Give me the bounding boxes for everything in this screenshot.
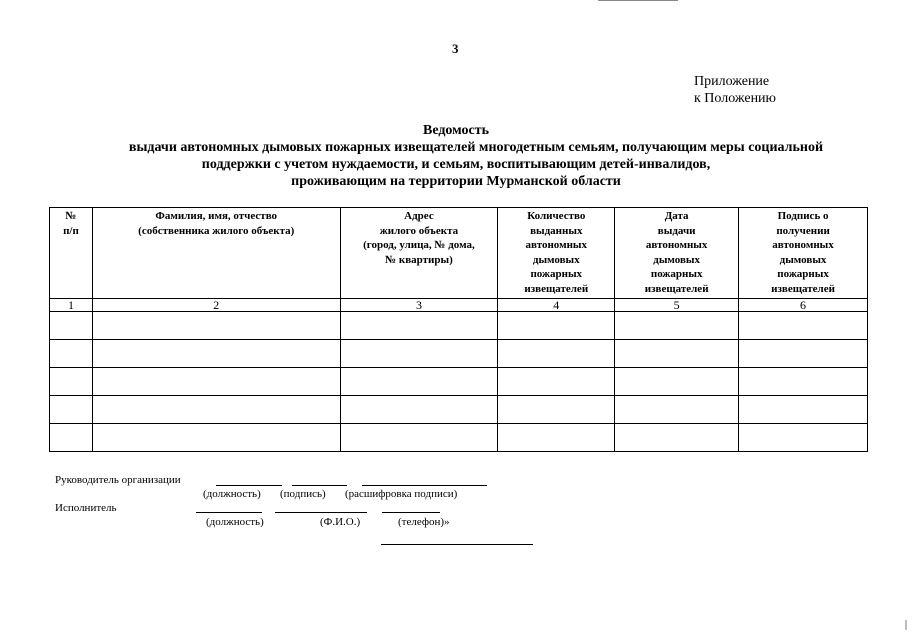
table-cell (340, 340, 498, 368)
appendix-caption (694, 73, 776, 107)
table-cell (739, 312, 868, 340)
executor-name-line (275, 512, 367, 513)
table-cell (340, 424, 498, 452)
table-cell (498, 340, 615, 368)
table-cell (92, 368, 340, 396)
header-col-6: Подпись о получении автономных дымовых пожарных извещателей (739, 208, 868, 299)
title-line-3: проживающим на территории Мурманской области (291, 174, 621, 189)
table-cell (498, 368, 615, 396)
document-title (0, 122, 912, 190)
table-cell (50, 312, 93, 340)
column-number-row (50, 299, 868, 312)
column-number: 5 (615, 299, 739, 312)
closing-line (381, 544, 533, 545)
executor-phone-line (382, 512, 440, 513)
table-row (50, 340, 868, 368)
register-table (49, 207, 868, 452)
page-number: 3 (452, 41, 459, 56)
executor-label: Исполнитель (55, 502, 117, 514)
head-signature-line (292, 485, 347, 486)
table-cell (615, 396, 739, 424)
header-col-4: Количество выданных автономных дымовых пожарных извещателей (498, 208, 615, 299)
head-position-line (216, 485, 282, 486)
table-cell (739, 396, 868, 424)
table-cell (92, 396, 340, 424)
executor-name-caption: (Ф.И.О.) (320, 516, 361, 528)
header-col-2: Фамилия, имя, отчество (собственника жилого объекта) (92, 208, 340, 299)
table-cell (50, 424, 93, 452)
column-number: 2 (92, 299, 340, 312)
table-row (50, 312, 868, 340)
header-col-5: Дата выдачи автономных дымовых пожарных извещателей (615, 208, 739, 299)
table-cell (739, 368, 868, 396)
table-cell (498, 396, 615, 424)
executor-position-caption: (должность) (206, 516, 264, 528)
column-number: 4 (498, 299, 615, 312)
table-cell (92, 424, 340, 452)
table-cell (615, 368, 739, 396)
head-decoding-caption: (расшифровка подписи) (345, 488, 458, 500)
table-cell (340, 396, 498, 424)
table-cell (50, 340, 93, 368)
top-edge-line (598, 0, 678, 1)
table-row (50, 396, 868, 424)
title-line-2: поддержки с учетом нуждаемости, и семьям, воспитывающим детей-инвалидов, (201, 157, 711, 172)
table-cell (92, 340, 340, 368)
table-cell (50, 396, 93, 424)
table-cell (739, 340, 868, 368)
executor-phone-caption: (телефон)» (398, 516, 450, 528)
header-col-1: № п/п (50, 208, 93, 299)
title-line-1: выдачи автономных дымовых пожарных извещателей многодетным семьям, получающим меры социальной (128, 140, 824, 155)
table-cell (498, 424, 615, 452)
appendix-line-1: Приложение (694, 74, 770, 89)
table-cell (340, 368, 498, 396)
table-cell (92, 312, 340, 340)
table-cell (739, 424, 868, 452)
header-col-3: Адрес жилого объекта (город, улица, № дома, № квартиры) (340, 208, 498, 299)
table-cell (615, 340, 739, 368)
column-number: 1 (50, 299, 93, 312)
column-number: 3 (340, 299, 498, 312)
head-decoding-line (362, 485, 487, 486)
table-row (50, 368, 868, 396)
table-cell (340, 312, 498, 340)
executor-position-line (196, 512, 262, 513)
table-header-row (50, 208, 868, 299)
appendix-line-2: к Положению (694, 91, 777, 106)
table-cell (50, 368, 93, 396)
table-cell (498, 312, 615, 340)
head-label: Руководитель организации (55, 474, 181, 486)
table-cell (615, 424, 739, 452)
column-number: 6 (739, 299, 868, 312)
table-cell (615, 312, 739, 340)
edge-mark (905, 620, 907, 630)
head-position-caption: (должность) (203, 488, 261, 500)
title-heading: Ведомость (422, 123, 490, 138)
head-signature-caption: (подпись) (280, 488, 326, 500)
table-row (50, 424, 868, 452)
